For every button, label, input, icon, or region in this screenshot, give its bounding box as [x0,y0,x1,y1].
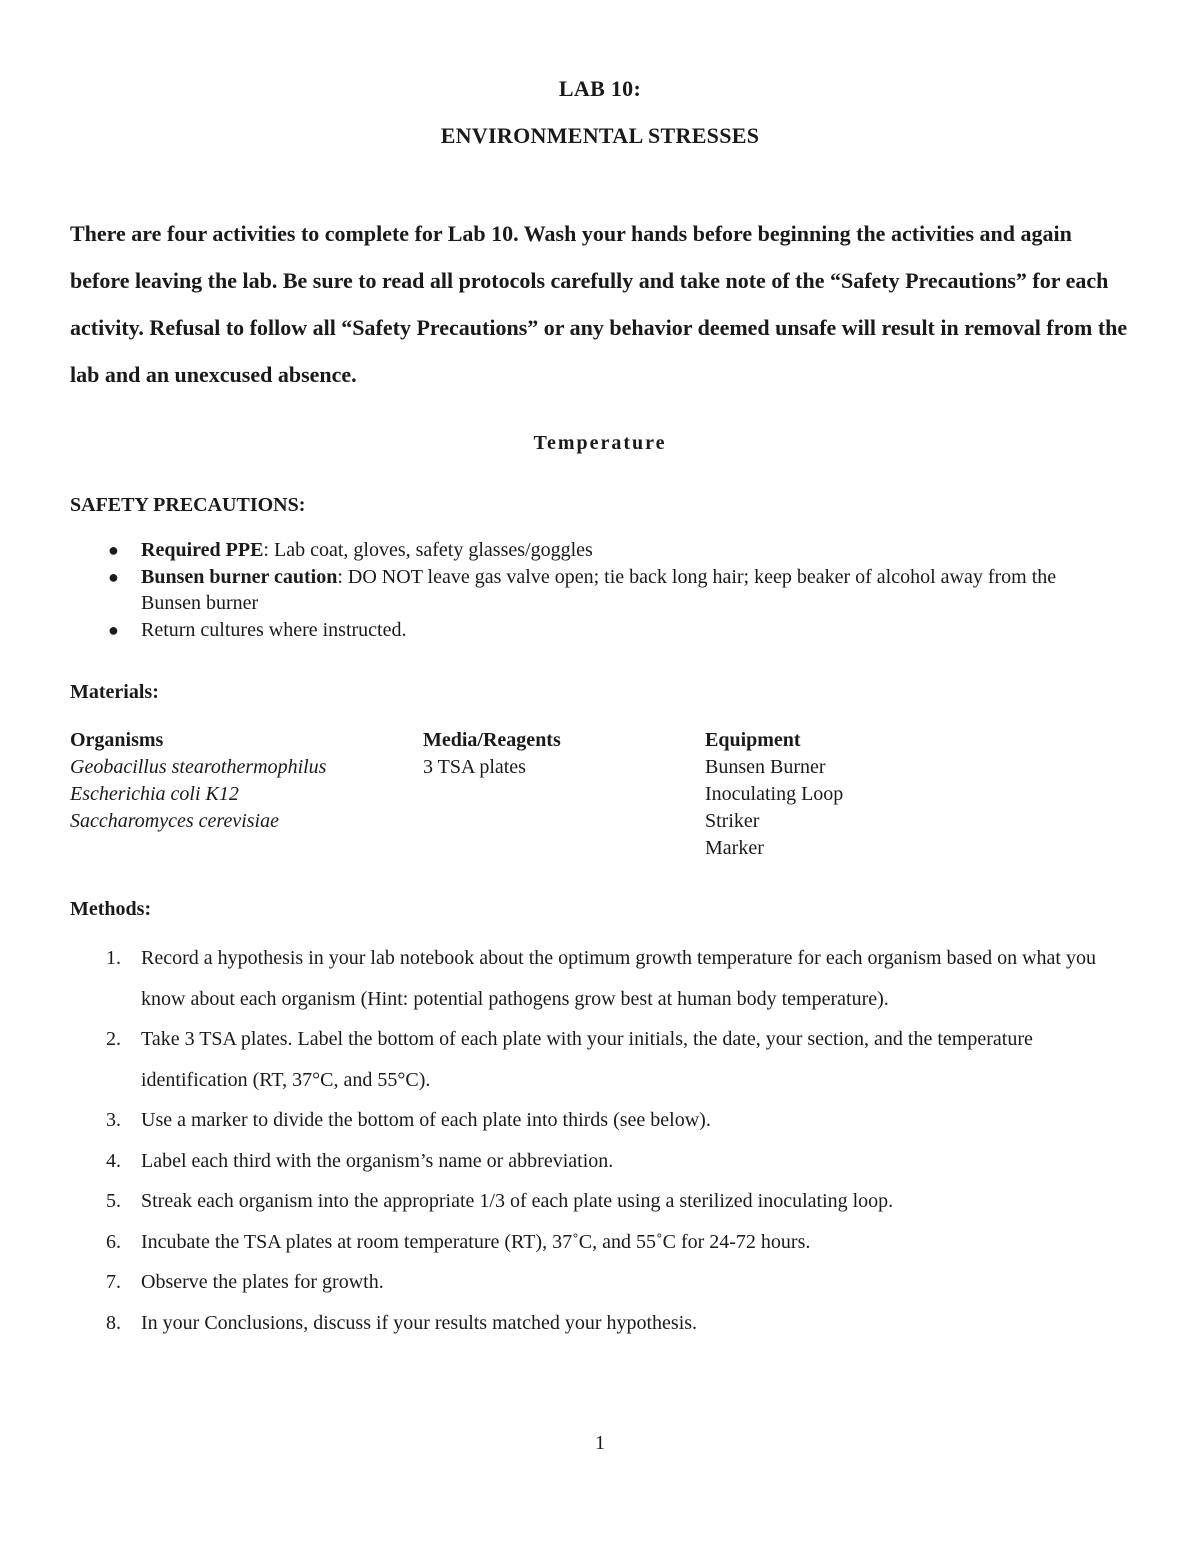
bullet-icon: ● [108,540,119,560]
media-reagents-header: Media/Reagents [423,729,561,751]
method-step [70,1019,1100,1100]
safety-item-term: Bunsen burner caution [141,566,338,588]
media-item: 3 TSA plates [423,756,526,778]
method-step [70,1262,1100,1303]
organisms-column [70,727,326,835]
methods-label: Methods: [70,898,152,920]
method-step-number: 6. [106,1230,121,1253]
lab-title-heading: ENVIRONMENTAL STRESSES [440,123,760,148]
safety-item-text: : DO NOT leave gas valve open; tie back long hair; keep beaker of alcohol away from the Bunsen burner [141,566,1057,614]
method-step-text: In your Conclusions, discuss if your results matched your hypothesis. [141,1311,698,1334]
equipment-column [705,727,843,862]
equipment-item: Marker [705,837,764,859]
safety-precautions-label: SAFETY PRECAUTIONS: [70,494,306,516]
safety-precautions-list [70,537,1120,644]
bullet-icon: ● [108,567,119,587]
safety-item [70,564,1120,616]
lab-number-heading: LAB 10: [558,76,642,101]
method-step-text: Use a marker to divide the bottom of each plate into thirds (see below). [141,1109,711,1131]
method-step-text: Take 3 TSA plates. Label the bottom of each plate with your initials, the date, your section, and the temperature identification (RT, 37°C, and 55°C). [141,1028,1033,1091]
safety-item-term: Required PPE [141,539,264,561]
method-step-number: 7. [106,1271,121,1293]
materials-label: Materials: [70,681,159,703]
method-step-number: 4. [106,1149,121,1172]
method-step [70,938,1100,1019]
method-step [70,1181,1100,1222]
equipment-header: Equipment [705,729,801,751]
equipment-item: Striker [705,810,760,832]
equipment-item: Inoculating Loop [705,783,844,805]
method-step-text: Streak each organism into the appropriate 1/3 of each plate using a sterilized inoculating loop. [141,1190,894,1212]
intro-paragraph: There are four activities to complete for Lab 10. Wash your hands before beginning the activities and again before leaving the lab. Be sure to read all protocols carefully and take note of the “Safety Precautions” for each activity. Refusal to follow all “Safety Precautions” or any behavior deemed unsafe will result in removal from the lab and an unexcused absence. [70,221,1128,387]
method-step-number: 8. [106,1311,121,1334]
media-reagents-column [423,727,561,781]
method-step-number: 5. [106,1190,121,1212]
organisms-header: Organisms [70,729,164,751]
method-step-text: Record a hypothesis in your lab notebook about the optimum growth temperature for each organism based on what you know about each organism (Hint: potential pathogens grow best at human body temperature). [141,947,1096,1010]
organism-item: Saccharomyces cerevisiae [70,810,279,832]
page-number: 1 [595,1432,605,1454]
method-step-number: 3. [106,1109,121,1131]
method-step-number: 1. [106,947,121,969]
method-step-text: Incubate the TSA plates at room temperature (RT), 37˚C, and 55˚C for 24-72 hours. [141,1230,811,1253]
organism-item: Escherichia coli K12 [70,783,239,805]
method-step [70,1303,1100,1344]
section-heading-temperature: Temperature [533,432,667,454]
safety-item [70,617,1120,643]
safety-item-text: Return cultures where instructed. [141,619,407,641]
method-step-text: Label each third with the organism’s name or abbreviation. [141,1149,614,1172]
methods-list [70,938,1100,1343]
method-step [70,1141,1100,1182]
equipment-item: Bunsen Burner [705,756,826,778]
safety-item-text: : Lab coat, gloves, safety glasses/goggles [263,539,593,561]
safety-item [70,537,1120,563]
method-step-number: 2. [106,1028,121,1050]
method-step [70,1100,1100,1141]
bullet-icon: ● [108,620,119,640]
method-step-text: Observe the plates for growth. [141,1271,384,1293]
method-step [70,1222,1100,1263]
organism-item: Geobacillus stearothermophilus [70,756,327,778]
